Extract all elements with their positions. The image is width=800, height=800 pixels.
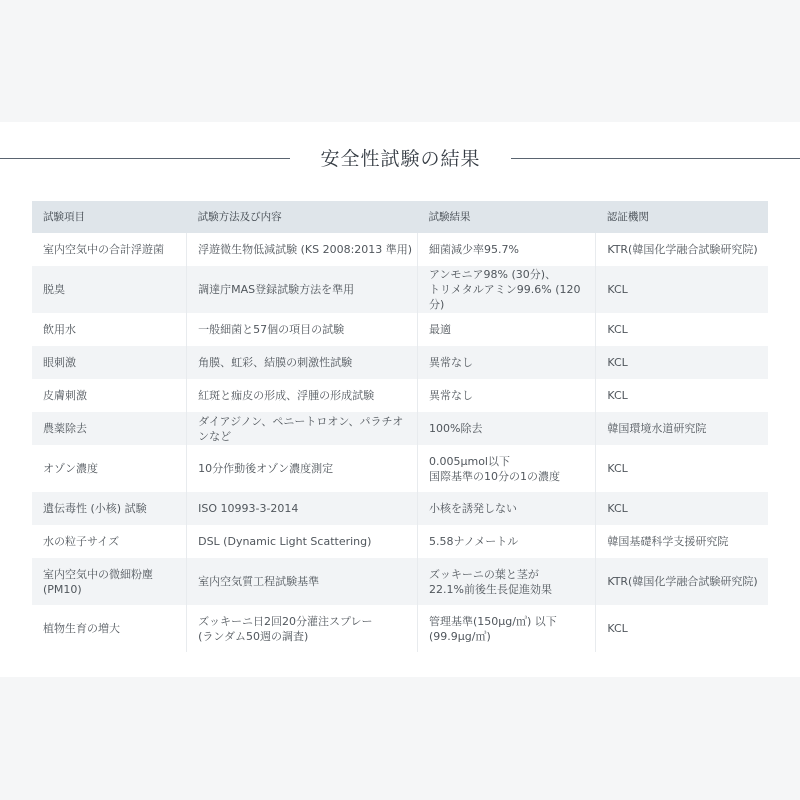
table-row [32,233,768,266]
test-item-cell: 脱臭 [32,266,187,313]
test-item-cell: 室内空気中の合計浮遊菌 [32,233,187,266]
table-row [32,266,768,313]
header-test-result: 試験結果 [418,201,596,233]
test-method-cell: 浮遊微生物低減試験 (KS 2008:2013 準用) [187,233,418,266]
test-result-cell: 異常なし [418,379,596,412]
table-row [32,346,768,379]
header-certification-body: 認証機関 [596,201,768,233]
test-method-cell: 紅斑と痂皮の形成、浮腫の形成試験 [187,379,418,412]
certification-body-cell: KCL [596,313,768,346]
table-row [32,492,768,525]
test-item-cell: 遺伝毒性 (小核) 試験 [32,492,187,525]
test-method-cell: ダイアジノン、ペニートロオン、パラチオンなど [187,412,418,445]
test-item-cell: 眼刺激 [32,346,187,379]
table-row [32,412,768,445]
test-result-cell: アンモニア98% (30分)、 トリメタルアミン99.6% (120分) [418,266,596,313]
table-row [32,605,768,652]
certification-body-cell: KTR(韓国化学融合試験研究院) [596,233,768,266]
certification-body-cell: KCL [596,605,768,652]
table-header-row [32,201,768,233]
header-test-method: 試験方法及び内容 [187,201,418,233]
table-row [32,445,768,492]
test-method-cell: 角膜、虹彩、結膜の刺激性試験 [187,346,418,379]
test-item-cell: 皮膚刺激 [32,379,187,412]
certification-body-cell: 韓国環境水道研究院 [596,412,768,445]
test-method-cell: ズッキーニ日2回20分灌注スプレー (ランダム50週の調査) [187,605,418,652]
test-method-cell: DSL (Dynamic Light Scattering) [187,525,418,558]
test-method-cell: 一般細菌と57個の項目の試験 [187,313,418,346]
test-result-cell: 最適 [418,313,596,346]
certification-body-cell: KCL [596,346,768,379]
test-result-cell: 5.58ナノメートル [418,525,596,558]
test-result-cell: 管理基準(150μg/㎥) 以下 (99.9μg/㎥) [418,605,596,652]
test-item-cell: 農薬除去 [32,412,187,445]
table-body [32,233,768,652]
table-row [32,558,768,605]
test-result-cell: 異常なし [418,346,596,379]
header-test-item: 試験項目 [32,201,187,233]
page-title: 安全性試験の結果 [320,148,481,170]
title-divider-left [0,158,290,159]
certification-body-cell: KTR(韓国化学融合試験研究院) [596,558,768,605]
test-method-cell: 室内空気質工程試験基準 [187,558,418,605]
section-title-row [0,145,800,173]
test-item-cell: 植物生育の増大 [32,605,187,652]
test-result-cell: 100%除去 [418,412,596,445]
table-row [32,313,768,346]
test-method-cell: 10分作動後オゾン濃度測定 [187,445,418,492]
certification-body-cell: KCL [596,445,768,492]
test-item-cell: オゾン濃度 [32,445,187,492]
test-method-cell: ISO 10993-3-2014 [187,492,418,525]
certification-body-cell: 韓国基礎科学支援研究院 [596,525,768,558]
test-result-cell: ズッキーニの葉と茎が 22.1%前後生長促進効果 [418,558,596,605]
title-divider-right [511,158,800,159]
certification-body-cell: KCL [596,266,768,313]
test-item-cell: 水の粒子サイズ [32,525,187,558]
safety-results-table [32,201,768,652]
table-row [32,379,768,412]
test-item-cell: 飲用水 [32,313,187,346]
test-item-cell: 室内空気中の微細粉塵 (PM10) [32,558,187,605]
certification-body-cell: KCL [596,379,768,412]
certification-body-cell: KCL [596,492,768,525]
table-row [32,525,768,558]
test-result-cell: 細菌減少率95.7% [418,233,596,266]
test-result-cell: 小核を誘発しない [418,492,596,525]
test-result-cell: 0.005μmol以下 国際基準の10分の1の濃度 [418,445,596,492]
test-method-cell: 調達庁MAS登録試験方法を準用 [187,266,418,313]
